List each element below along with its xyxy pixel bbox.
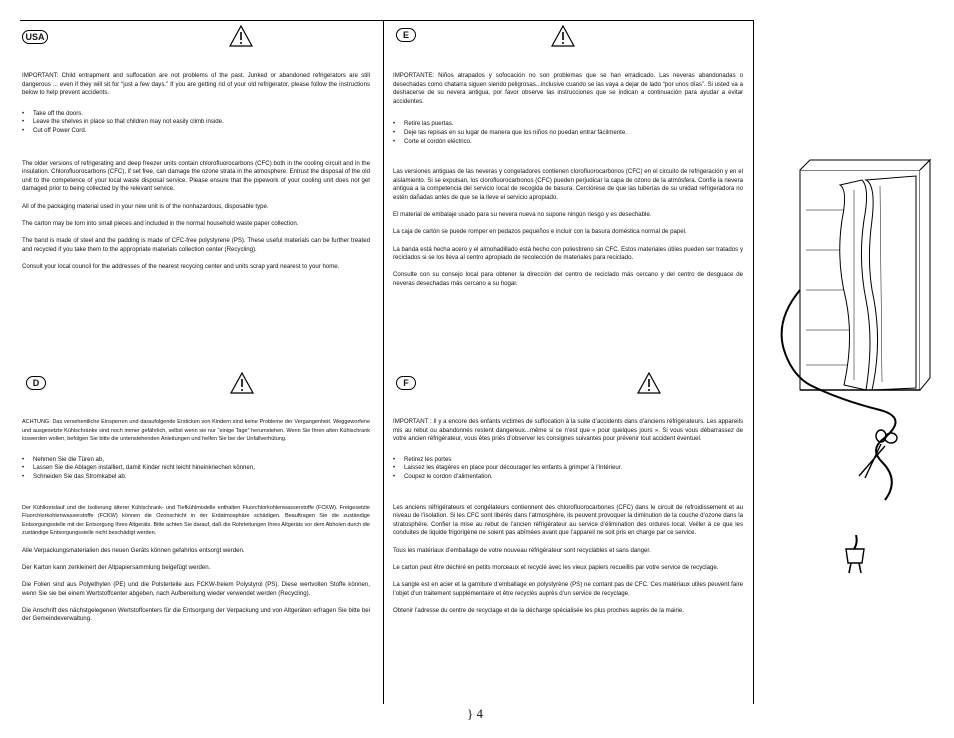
disposal-steps (22, 456, 370, 482)
council-paragraph: Obtenir l’adresse du centre de recyclage et de la décharge spécialisée les plus proches auprès de la mairie. (393, 606, 684, 614)
top-rule-left (20, 20, 383, 21)
disposal-steps (22, 110, 370, 136)
disposal-steps (393, 120, 743, 146)
cfc-paragraph: Las versiones antiguas de las neveras y congeladores contienen clorofluorocarbonos (CFC) en el circuito de refrigeración y en el aislamiento. Si se expulsan, los clorofluorocarbonos (CFC) pueden perjudicar la capa de ozono de la atmósfera. Confíe la nevera antigua a la competencia del servicio local de recogida de basura. Cerciórese de que las tuberías de su unidad refrigeradora no estén dañadas antes de que se la lleve el servicio apropiado. (393, 168, 743, 201)
column-divider-left (383, 20, 384, 704)
step-item: • Cut off Power Cord. (22, 127, 370, 136)
carton-paragraph: Le carton peut être déchiré en petits morceaux et recyclé avec les vieux papiers recueillis par votre service de recyclage. (393, 563, 719, 571)
column-divider-right (753, 20, 754, 704)
warning-triangle-icon (230, 372, 254, 394)
step-item: • Schneiden Sie das Stromkabel ab. (22, 473, 370, 482)
council-paragraph: Consulte con su consejo local para obtener la dirección del centro de reciclado más cercano y del centro de desguace de neveras desechadas más cercano a su hogar. (393, 271, 743, 287)
step-item: • Coupez le cordon d’alimentation. (393, 473, 743, 482)
cfc-paragraph: The older versions of refrigerating and deep freezer units contain chlorofluorocarbons (CFC) both in the cooling circuit and in the insulation. Chlorofluorocarbons (CFC), if set free, can damage the ozone strata in the atmosphere. Entrust the disposal of the old unit to the competence of your local waste disposal service. Please ensure that the pipework of your cooling unit does not get damaged prior to being collected by the relevant service. (22, 159, 370, 193)
packaging-paragraph: Alle Verpackungsmaterialien des neuen Geräts können gefahrlos entsorgt werden. (22, 546, 245, 554)
step-item: • Take off the doors. (22, 110, 370, 119)
step-item: • Deje las repisas en su lugar de manera que los niños no puedan entrar fácilmente. (393, 129, 743, 138)
section-d (22, 418, 370, 632)
important-notice: IMPORTANT : Il y a encore des enfants victimes de suffocation à la suite d’accidents dans d’anciens réfrigérateurs. Les appareils mis au rebut ou abandonnés restent dangereux...même si ce n’est que « pour quelques jours ». Si vous vous débarrassez de votre ancien réfrigérateur, vous êtes priés d’observer les consignes suivantes pour prévenir tout accident éventuel. (393, 418, 743, 443)
language-badge-d: D (26, 376, 46, 390)
warning-triangle-icon (229, 25, 253, 47)
warning-triangle-icon (637, 372, 661, 394)
language-badge-f: F (396, 376, 416, 390)
foil-paragraph: Die Folien sind aus Polyethylen (PE) und die Polsterteile aus FCKW-freiem Polystyrol (PS). Diese wertvollen Stoffe können, wenn Sie sie bei einem Wertstoffcenter abgeben, nach Aufbereitung wieder verwendet werden (Recycling). (22, 580, 370, 597)
cfc-paragraph: Der Kühlkreislauf und die Isolierung älterer Kühlschrank- und Tiefkühlmodelle enthalten Fluorchlorkohlenwasserstoffe (FCKW). Freigesetzte Fluorchlorkohlenwasserstoffe (FCKW) können die Ozonschicht in der Erdatmosphäre schädigen. Beauftragen Sie die zuständige Entsorgungsstelle mit der Entsorgung Ihres Altgeräts. Bitte achten Sie darauf, daß die Rohrleitungen Ihres Altgeräts vor dem Abholen durch die zuständige Entsorgungsstelle nicht beschädigt werden. (22, 504, 370, 537)
section-e (393, 72, 743, 297)
step-item: • Nehmen Sie die Türen ab, (22, 456, 370, 465)
top-rule-right (384, 20, 753, 21)
refrigerator-illustration (770, 150, 950, 580)
step-item: • Lassen Sie die Ablagen installiert, damit Kinder nicht leicht hineinkriechen können, (22, 464, 370, 473)
step-item: • Retirez les portes (393, 456, 743, 465)
important-notice: IMPORTANTE: Niños atrapados y sofocación no son problemas que se han erradicado. Las neveras abandonadas o desechadas como chatarra siguen siendo peligrosas...inclusive cuando se las vaya a dejar de lado “por unos días”. Si usted va a deshacerse de su nevera antigua, por favor observe las instrucciones que se indican a continuación para ayudar a evitar accidentes. (393, 72, 743, 105)
section-usa (22, 72, 370, 280)
carton-paragraph: Der Karton kann zerkleinert der Altpapiersammlung beigefügt werden. (22, 563, 211, 571)
council-paragraph: Consult your local council for the addresses of the nearest recycing center and units scrap yard nearest to your home. (22, 262, 340, 270)
disposal-steps (393, 456, 743, 482)
section-f (393, 418, 743, 624)
council-paragraph: Die Anschrift des nächstgelegenen Wertstoffcenters für die Entsorgung der Verpackung und von Altgeräten erfragen Sie bitte bei der Gemeindeverwaltung. (22, 606, 370, 623)
packaging-paragraph: All of the packaging material used in your new unit is of the nonhazardous, disposable type. (22, 202, 269, 210)
warning-triangle-icon (551, 25, 575, 47)
important-notice: ACHTUNG: Das versehentliche Einsperren und daraufolgende Ersticken von Kindern sind keine Probleme der Vergangenheit. Weggeworfene und ausgesetzte Kühlschränke sind noch immer gefährlich, selbst wenn sie nur “einige Tage” herumstehen. Wenn Sie Ihren alten Kühlschrank loswerden wollen, befolgen Sie bitte die untenstehenden Anleitungen und helfen Sie bei der Unfallverhütung. (22, 419, 370, 443)
carton-paragraph: The carton may be torn into small pieces and included in the normal household waste paper collection. (22, 219, 299, 227)
power-plug-icon (838, 535, 874, 575)
page-number: } 4 (467, 706, 483, 721)
band-paragraph: The band is made of steel and the padding is made of CFC-free polystyrene (PS). These useful materials can be further treated and recycled if you take them to the appropriate materials collection center (Recycling). (22, 236, 370, 253)
language-badge-usa: USA (22, 30, 48, 44)
step-item: • Corte el cordón eléctrico. (393, 138, 743, 147)
step-item: • Leave the shelves in place so that children may not easily climb inside. (22, 118, 370, 127)
band-paragraph: La sangle est en acier et la garniture d’emballage en polystyrène (PS) ne contant pas de CFC. Ces matériaux utiles peuvent faire l’objet d’un traitement supplémentaire et être recyclés auprès d’un service de recyclage. (393, 580, 743, 597)
scissors-icon (855, 428, 903, 480)
important-notice: IMPORTANT: Child entrapment and suffocation are not problems of the past. Junked or abandoned refrigerators are still dangerous ... even if they will sit for “just a few days.” If you are getting rid of your old refrigerator, please follow the instructions below to help prevent accidents. (22, 72, 370, 97)
cfc-paragraph: Les anciens réfrigérateurs et congélateurs contiennent des chlorofluorocarbones (CFC) dans le circuit de refroidissement et au niveau de l’isolation. Si les CFC sont libérés dans l’atmosphère, ils peuvent provoquer la diminution de la couche d’ozone dans la stratosphère. Confier la mise au rebut de l’ancien réfrigérateur au service d’élimination des ordures local. Veiller à ce que les conduites de liquide frigorigène ne soient pas abîmées avant que l’appareil ne soit pris en charge par ce service. (393, 503, 743, 537)
language-badge-e: E (396, 28, 416, 42)
packaging-paragraph: Tous les matériaux d’emballage de votre nouveau réfrigérateur sont recyclables et sans danger. (393, 546, 651, 554)
step-item: • Retire las puertas. (393, 120, 743, 129)
step-item: • Laissez les étagères en place pour décourager les enfants à grimper à l’intérieur. (393, 464, 743, 473)
packaging-paragraph: El material de embalaje usado para su nevera nueva no supone ningún riesgo y es desechable. (393, 211, 652, 219)
page-number-value: 4 (476, 706, 483, 721)
band-paragraph: La banda está hecha acero y el almohadillado está hecho con poliestireno sin CFC. Estos materiales útiles pueden ser tratados y reciclados si se los lleva al centro apropiado de recolección de materiales para reciclado. (393, 245, 743, 262)
carton-paragraph: La caja de cartón se puede romper en pedazos pequeños e incluir con la basura doméstica normal de papel. (393, 228, 687, 236)
